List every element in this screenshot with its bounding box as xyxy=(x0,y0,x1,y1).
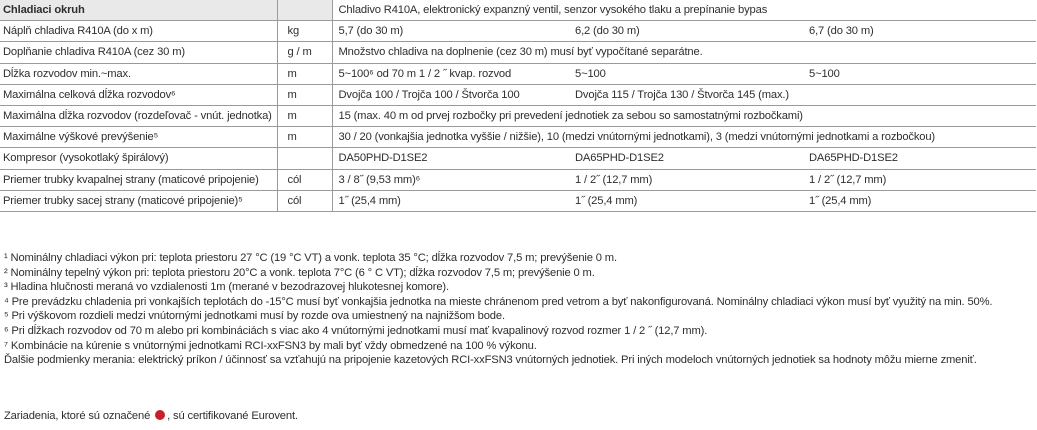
table-row-suction-pipe xyxy=(0,190,1036,211)
footnote-7: ⁷ Kombinácie na kúrenie s vnútornými jednotkami RCI-xxFSN3 by mali byť vždy obmedzené na 100 % výkonu. xyxy=(4,339,537,352)
row-value: 15 (max. 40 m od prvej rozbočky pri prevedení jednotiek za sebou so samostatnými rozbočkami) xyxy=(332,105,1036,126)
row-label: Maximálna dĺžka rozvodov (rozdeľovač - vnút. jednotka) xyxy=(0,105,277,126)
row-value-2: 1 / 2˝ (12,7 mm) xyxy=(569,169,803,190)
row-value-3: 6,7 (do 30 m) xyxy=(803,21,1036,42)
spec-table xyxy=(0,0,1036,212)
table-row-max-height-difference xyxy=(0,127,1036,148)
table-row-max-branch-length xyxy=(0,105,1036,126)
row-label: Doplňanie chladiva R410A (cez 30 m) xyxy=(0,42,277,63)
row-unit xyxy=(277,0,332,21)
row-unit: m xyxy=(277,63,332,84)
table-row-refrigerant-charge xyxy=(0,21,1036,42)
eurovent-note xyxy=(4,410,298,422)
eurovent-certified-dot-icon xyxy=(155,410,165,420)
table-row-refrigerant-circuit xyxy=(0,0,1036,21)
table-row-compressor xyxy=(0,148,1036,169)
row-value-1: 3 / 8˝ (9,53 mm)⁶ xyxy=(332,169,569,190)
row-label: Maximálna celková dĺžka rozvodov⁶ xyxy=(0,84,277,105)
table-row-additional-charge xyxy=(0,42,1036,63)
table-row-liquid-pipe xyxy=(0,169,1036,190)
row-value-1: 1˝ (25,4 mm) xyxy=(332,190,569,211)
row-unit: m xyxy=(277,127,332,148)
row-value-2: 6,2 (do 30 m) xyxy=(569,21,803,42)
eurovent-note-text-after: , sú certifikované Eurovent. xyxy=(167,410,298,422)
row-value-1: 5,7 (do 30 m) xyxy=(332,21,569,42)
table-row-max-total-length xyxy=(0,84,1036,105)
row-label: Priemer trubky kvapalnej strany (maticové pripojenie) xyxy=(0,169,277,190)
row-label: Chladiaci okruh xyxy=(0,0,277,21)
footnote-2: ² Nominálny tepelný výkon pri: teplota priestoru 20°C a vonk. teplota 7°C (6 ° C VT); dĺžka rozvodov 7,5 m; prevýšenie 0 m. xyxy=(4,266,595,279)
row-value: Množstvo chladiva na doplnenie (cez 30 m) musí byť vypočítané separátne. xyxy=(332,42,1036,63)
row-unit: m xyxy=(277,105,332,126)
row-value-1: 5~100⁶ od 70 m 1 / 2 ˝ kvap. rozvod xyxy=(332,63,569,84)
row-unit xyxy=(277,148,332,169)
row-unit: cól xyxy=(277,190,332,211)
footnote-6: ⁶ Pri dĺžkach rozvodov od 70 m alebo pri kombináciách s viac ako 4 vnútornými jednotkami musí mať kvapalinový rozvod rozmer 1 / 2 ˝ (12,7 mm). xyxy=(4,324,708,337)
row-unit: cól xyxy=(277,169,332,190)
row-value-3: DA65PHD-D1SE2 xyxy=(803,148,1036,169)
table-row-piping-length xyxy=(0,63,1036,84)
footnote-5: ⁵ Pri výškovom rozdieli medzi vnútornými jednotkami musí by rozde ova umiestnený na najnižšom bode. xyxy=(4,310,505,323)
footnote-4: ⁴ Pre prevádzku chladenia pri vonkajších teplotách do -15°C musí byť vonkajšia jednotka na mieste chránenom pred vetrom a byť nakonfigurovaná. Nominálny chladiaci výkon musí byť využitý na min. 50%. xyxy=(4,295,993,308)
row-unit: g / m xyxy=(277,42,332,63)
row-value-3: 1˝ (25,4 mm) xyxy=(803,190,1036,211)
row-value-1: DA50PHD-D1SE2 xyxy=(332,148,569,169)
measurement-conditions-note: Ďalšie podmienky merania: elektrický príkon / účinnosť sa vzťahujú na pripojenie kazetových RCI-xxFSN3 vnútorných jednotiek. Pri iných modeloch vnútorných jednotiek sa hodnoty môžu mierne zmeniť. xyxy=(4,354,977,367)
row-unit: m xyxy=(277,84,332,105)
row-value-3: 5~100 xyxy=(803,63,1036,84)
row-value-2: 5~100 xyxy=(569,63,803,84)
row-value-2: Dvojča 115 / Trojča 130 / Štvorča 145 (max.) xyxy=(569,84,1036,105)
row-value-1: Dvojča 100 / Trojča 100 / Štvorča 100 xyxy=(332,84,569,105)
row-value-3: 1 / 2˝ (12,7 mm) xyxy=(803,169,1036,190)
eurovent-note-text-before: Zariadenia, ktoré sú označené xyxy=(4,410,151,422)
row-value: 30 / 20 (vonkajšia jednotka vyššie / nižšie), 10 (medzi vnútornými jednotkami), 3 (medzi vnútornými jednotkami a rozbočkou) xyxy=(332,127,1036,148)
footnote-1: ¹ Nominálny chladiaci výkon pri: teplota priestoru 27 °C (19 °C VT) a vonk. teplota 35 °C; dĺžka rozvodov 7,5 m; prevýšenie 0 m. xyxy=(4,252,617,264)
row-value-2: 1˝ (25,4 mm) xyxy=(569,190,803,211)
row-label: Maximálne výškové prevýšenie⁵ xyxy=(0,127,277,148)
row-unit: kg xyxy=(277,21,332,42)
row-value: Chladivo R410A, elektronický expanzný ventil, senzor vysokého tlaku a prepínanie bypas xyxy=(332,0,1036,21)
row-label: Náplň chladiva R410A (do x m) xyxy=(0,21,277,42)
row-label: Priemer trubky sacej strany (maticové pripojenie)⁵ xyxy=(0,190,277,211)
row-label: Dĺžka rozvodov min.~max. xyxy=(0,63,277,84)
footnote-3: ³ Hladina hlučnosti meraná vo vzdialenosti 1m (merané v bezodrazovej hlukotesnej komore). xyxy=(4,281,449,294)
row-label: Kompresor (vysokotlaký špirálový) xyxy=(0,148,277,169)
row-value-2: DA65PHD-D1SE2 xyxy=(569,148,803,169)
footnotes xyxy=(4,251,1034,368)
